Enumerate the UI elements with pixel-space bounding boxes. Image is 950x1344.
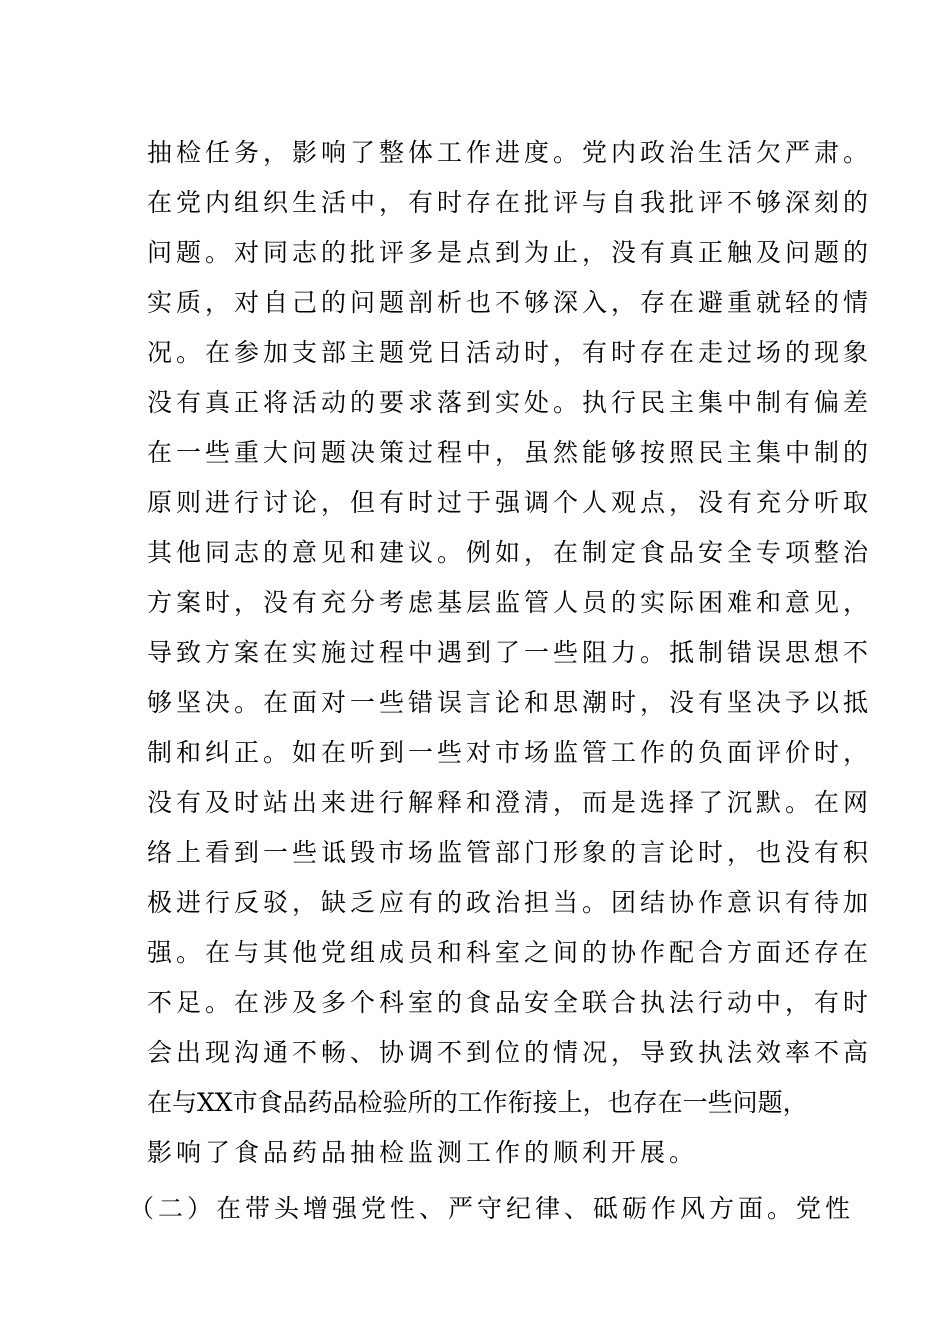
text-line: 够坚决。在面对一些错误言论和思潮时，没有坚决予以抵 [147,688,873,717]
text-line: 络上看到一些诋毁市场监管部门形象的言论时，也没有积 [147,838,873,867]
text-line: 方案时，没有充分考虑基层监管人员的实际困难和意见， [147,588,873,617]
text-line: 制和纠正。如在听到一些对市场监管工作的负面评价时， [147,738,873,767]
text-line: 抽检任务，影响了整体工作进度。党内政治生活欠严肃。 [147,138,873,167]
text-line: 况。在参加支部主题党日活动时，有时存在走过场的现象 [147,338,873,367]
text-line: 原则进行讨论，但有时过于强调个人观点，没有充分听取 [147,488,873,517]
text-line: 在与XX市食品药品检验所的工作衔接上，也存在一些问题， [147,1088,808,1117]
text-line: 会出现沟通不畅、协调不到位的情况，导致执法效率不高 [147,1038,873,1067]
text-line: 在一些重大问题决策过程中，虽然能够按照民主集中制的 [147,438,873,467]
text-line: 实质，对自己的问题剖析也不够深入，存在避重就轻的情 [147,288,873,317]
text-line: 强。在与其他党组成员和科室之间的协作配合方面还存在 [147,938,873,967]
section-heading: （二）在带头增强党性、严守纪律、砥砺作风方面。党性 [129,1194,855,1223]
body-text [129,128,873,1234]
text-line: 导致方案在实施过程中遇到了一些阻力。抵制错误思想不 [147,638,873,667]
text-line: 没有真正将活动的要求落到实处。执行民主集中制有偏差 [147,388,873,417]
text-line: 没有及时站出来进行解释和澄清，而是选择了沉默。在网 [147,788,873,817]
text-line: 影响了食品药品抽检监测工作的顺利开展。 [147,1138,699,1167]
text-line: 其他同志的意见和建议。例如，在制定食品安全专项整治 [147,538,873,567]
text-line: 极进行反驳，缺乏应有的政治担当。团结协作意识有待加 [147,888,873,917]
text-line: 问题。对同志的批评多是点到为止，没有真正触及问题的 [147,238,873,267]
text-line: 在党内组织生活中，有时存在批评与自我批评不够深刻的 [147,188,873,217]
text-line: 不足。在涉及多个科室的食品安全联合执法行动中，有时 [147,988,873,1017]
